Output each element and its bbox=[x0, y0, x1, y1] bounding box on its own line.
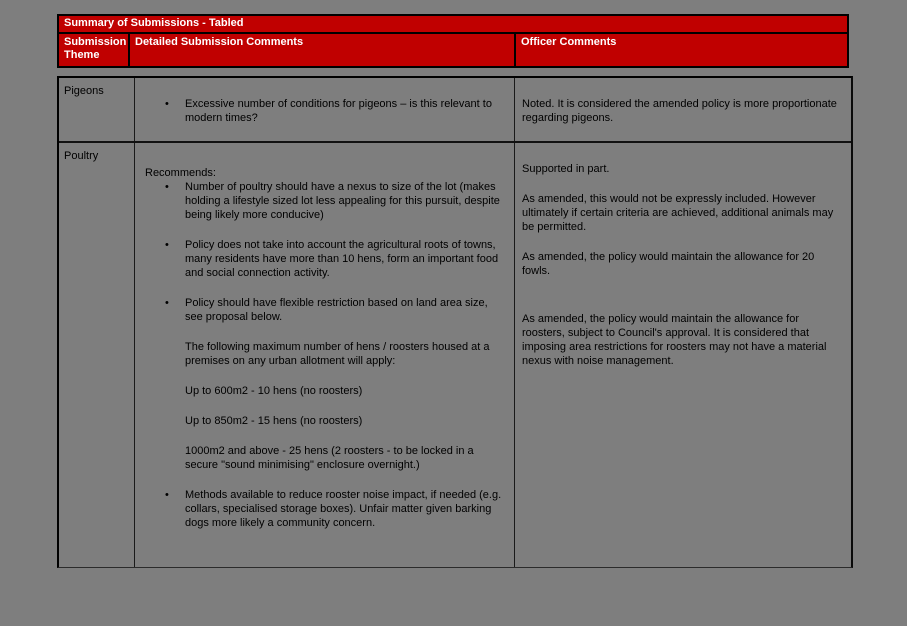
theme-cell-pigeons: Pigeons bbox=[59, 78, 135, 141]
recommends-label: Recommends: bbox=[145, 167, 216, 179]
column-header-detailed-submission-comments: Detailed Submission Comments bbox=[130, 34, 516, 66]
list-item bbox=[145, 97, 506, 125]
bullet-text: Policy does not take into account the agricultural roots of towns, many residents have more than 10 hens, form an important food and social connection activity. bbox=[185, 239, 499, 279]
officer-paragraph: As amended, the policy would maintain the allowance for 20 fowls. bbox=[522, 251, 815, 277]
table-row-poultry bbox=[59, 143, 851, 567]
bullet-icon: • bbox=[165, 98, 169, 110]
list-item bbox=[145, 296, 506, 324]
column-header-officer-comments: Officer Comments bbox=[521, 36, 617, 48]
list-item bbox=[145, 238, 506, 280]
detailed-comments-cell-poultry bbox=[135, 143, 515, 567]
summary-header-table bbox=[57, 14, 849, 68]
officer-paragraph: Noted. It is considered the amended policy is more proportionate regarding pigeons. bbox=[522, 98, 837, 124]
officer-paragraph: As amended, the policy would maintain the allowance for roosters, subject to Council's approval. It is considered that imposing area restrictions for roosters may not have a material nexus with noise management. bbox=[522, 313, 827, 367]
sub-paragraph: Up to 600m2 - 10 hens (no roosters) bbox=[185, 385, 363, 397]
bullet-icon: • bbox=[165, 181, 169, 193]
sub-paragraph: The following maximum number of hens / roosters housed at a premises on any urban allotment will apply: bbox=[185, 341, 490, 367]
bullet-icon: • bbox=[165, 489, 169, 501]
bullet-text: Policy should have flexible restriction based on land area size, see proposal below. bbox=[185, 297, 488, 323]
bullet-text: Methods available to reduce rooster noise impact, if needed (e.g. collars, specialised storage boxes). Unfair matter given barking dogs more likely a community concern. bbox=[185, 489, 502, 529]
submissions-table-body bbox=[57, 76, 853, 568]
table-title: Summary of Submissions - Tabled bbox=[59, 16, 847, 34]
bullet-icon: • bbox=[165, 239, 169, 251]
officer-comments-cell-poultry bbox=[515, 143, 851, 567]
officer-paragraph: Supported in part. bbox=[522, 163, 610, 175]
sub-paragraph: 1000m2 and above - 25 hens (2 roosters - to be locked in a secure "sound minimising" enclosure overnight.) bbox=[185, 445, 474, 471]
sub-paragraph: Up to 850m2 - 15 hens (no roosters) bbox=[185, 415, 363, 427]
officer-paragraph: As amended, this would not be expressly included. However ultimately if certain criteria are achieved, additional animals may be permitted. bbox=[522, 193, 834, 233]
bullet-icon: • bbox=[165, 297, 169, 309]
column-header-submission-theme: Submission Theme bbox=[59, 34, 130, 66]
list-item bbox=[145, 488, 506, 530]
bullet-text: Number of poultry should have a nexus to size of the lot (makes holding a lifestyle sized lot less appealing for this pursuit, despite being likely more conducive) bbox=[185, 181, 500, 221]
table-row-pigeons bbox=[59, 78, 851, 143]
detailed-comments-cell-pigeons bbox=[135, 78, 515, 141]
officer-comments-cell-pigeons bbox=[515, 78, 851, 141]
bullet-text: Excessive number of conditions for pigeons – is this relevant to modern times? bbox=[185, 98, 492, 124]
list-item bbox=[145, 180, 506, 222]
theme-cell-poultry: Poultry bbox=[59, 143, 135, 567]
column-header-row bbox=[59, 34, 847, 66]
